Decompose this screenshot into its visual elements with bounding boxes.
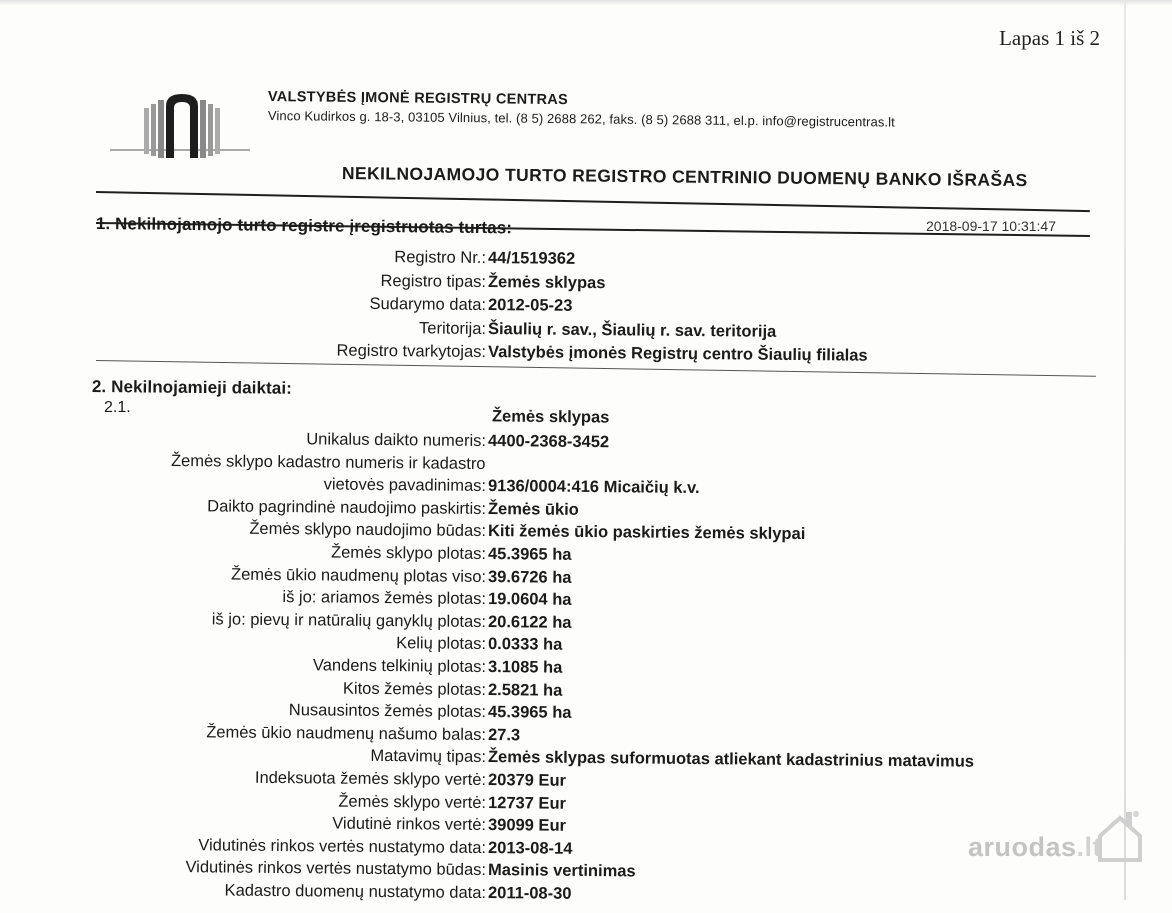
item-heading: Žemės sklypas: [491, 407, 610, 427]
field-value: 12737 Eur: [487, 793, 567, 813]
item-number: 2.1.: [104, 399, 131, 416]
field-value: 20.6122 ha: [487, 612, 572, 632]
field-value: Žemės ūkio: [487, 499, 579, 519]
field-value: 19.0604 ha: [487, 590, 572, 610]
field-label: Žemės ūkio naudmenų našumo balas:: [206, 723, 487, 744]
field-label: Unikalus daikto numeris:: [306, 430, 487, 450]
field-value: 2011-08-30: [487, 884, 572, 903]
field-label: Registro Nr.:: [394, 248, 487, 267]
section-2-title: 2. Nekilnojamieji daiktai:: [91, 377, 293, 398]
timestamp: 2018-09-17 10:31:47: [926, 218, 1056, 234]
field-value: Kiti žemės ūkio paskirties žemės sklypai: [487, 522, 806, 544]
field-label: Kadastro duomenų nustatymo data:: [224, 881, 487, 902]
field-value: Žemės sklypas: [487, 272, 606, 292]
section-1-title: 1. Nekilnojamojo turto registre įregistruotas turtas:: [95, 214, 513, 238]
field-value: 2013-08-14: [487, 838, 573, 858]
field-label: Žemės sklypo naudojimo būdas:: [249, 520, 487, 541]
document-title: NEKILNOJAMOJO TURTO REGISTRO CENTRINIO DUOMENŲ BANKO IŠRAŠAS: [341, 163, 1028, 191]
field-label: Daikto pagrindinė naudojimo paskirtis:: [207, 497, 487, 518]
field-value: Šiaulių r. sav., Šiaulių r. sav. teritorija: [487, 319, 777, 341]
org-name: VALSTYBĖS ĮMONĖ REGISTRŲ CENTRAS: [267, 89, 569, 109]
field-label: Žemės sklypo vertė:: [338, 792, 487, 812]
field-value: 27.3: [487, 725, 521, 745]
field-value: 4400-2368-3452: [487, 432, 610, 452]
field-label: Registro tvarkytojas:: [336, 341, 487, 361]
field-value: Masinis vertinimas: [487, 861, 636, 881]
field-label: Vidutinės rinkos vertės nustatymo data:: [198, 836, 487, 857]
field-value: 44/1519362: [487, 249, 576, 268]
field-value: 3.1085 ha: [487, 658, 563, 677]
house-icon: [1096, 808, 1144, 864]
field-value: 45.3965 ha: [487, 703, 572, 723]
field-label: Sudarymo data:: [369, 294, 487, 314]
registru-centras-logo-icon: [110, 92, 250, 172]
field-label: Vidutinės rinkos vertės nustatymo būdas:: [185, 858, 487, 880]
field-label: Žemės sklypo plotas:: [330, 543, 487, 563]
org-address: Vinco Kudirkos g. 18-3, 03105 Vilnius, tel. (8 5) 2688 262, faks. (8 5) 2688 311, el.p. info@registrucentras.lt: [267, 108, 895, 130]
field-label: iš jo: ariamos žemės plotas:: [282, 588, 487, 609]
field-value: 39.6726 ha: [487, 567, 572, 587]
watermark-suffix: .lt: [1076, 832, 1103, 862]
field-label: vietovės pavadinimas:: [323, 475, 487, 496]
field-label: Indeksuota žemės sklypo vertė:: [254, 768, 487, 789]
field-value: Valstybės įmonės Registrų centro Šiaulių filialas: [487, 343, 868, 365]
title-rule: [96, 191, 1090, 212]
watermark: [968, 832, 1102, 863]
field-label: Žemės ūkio naudmenų plotas viso:: [230, 565, 487, 586]
field-value: 2012-05-23: [487, 296, 573, 315]
field-label: Vidutinė rinkos vertė:: [332, 814, 487, 835]
field-label-line: Žemės sklypo kadastro numeris ir kadastro: [171, 451, 487, 473]
field-value: 20379 Eur: [487, 771, 567, 790]
field-label: Teritorija:: [418, 318, 487, 338]
field-value: 0.0333 ha: [487, 635, 563, 655]
field-label: Nusausintos žemės plotas:: [288, 701, 487, 722]
field-label: iš jo: pievų ir natūralių ganyklų plotas:: [211, 610, 487, 631]
field-label: Registro tipas:: [380, 271, 487, 291]
field-label: Matavimų tipas:: [370, 747, 487, 767]
field-value: 9136/0004:416 Micaičių k.v.: [487, 477, 700, 498]
field-value: 39099 Eur: [487, 816, 567, 835]
field-value: 45.3965 ha: [487, 545, 572, 564]
page-number: Lapas 1 iš 2: [999, 26, 1100, 50]
scan-shade: [0, 0, 1172, 6]
field-label: Kelių plotas:: [396, 634, 487, 654]
field-label: Vandens telkinių plotas:: [312, 656, 487, 676]
field-value: Žemės sklypas suformuotas atliekant kadastrinius matavimus: [487, 748, 975, 772]
field-value: 2.5821 ha: [487, 680, 563, 700]
watermark-text: aruodas: [968, 832, 1077, 862]
field-label: Kitos žemės plotas:: [342, 679, 487, 699]
